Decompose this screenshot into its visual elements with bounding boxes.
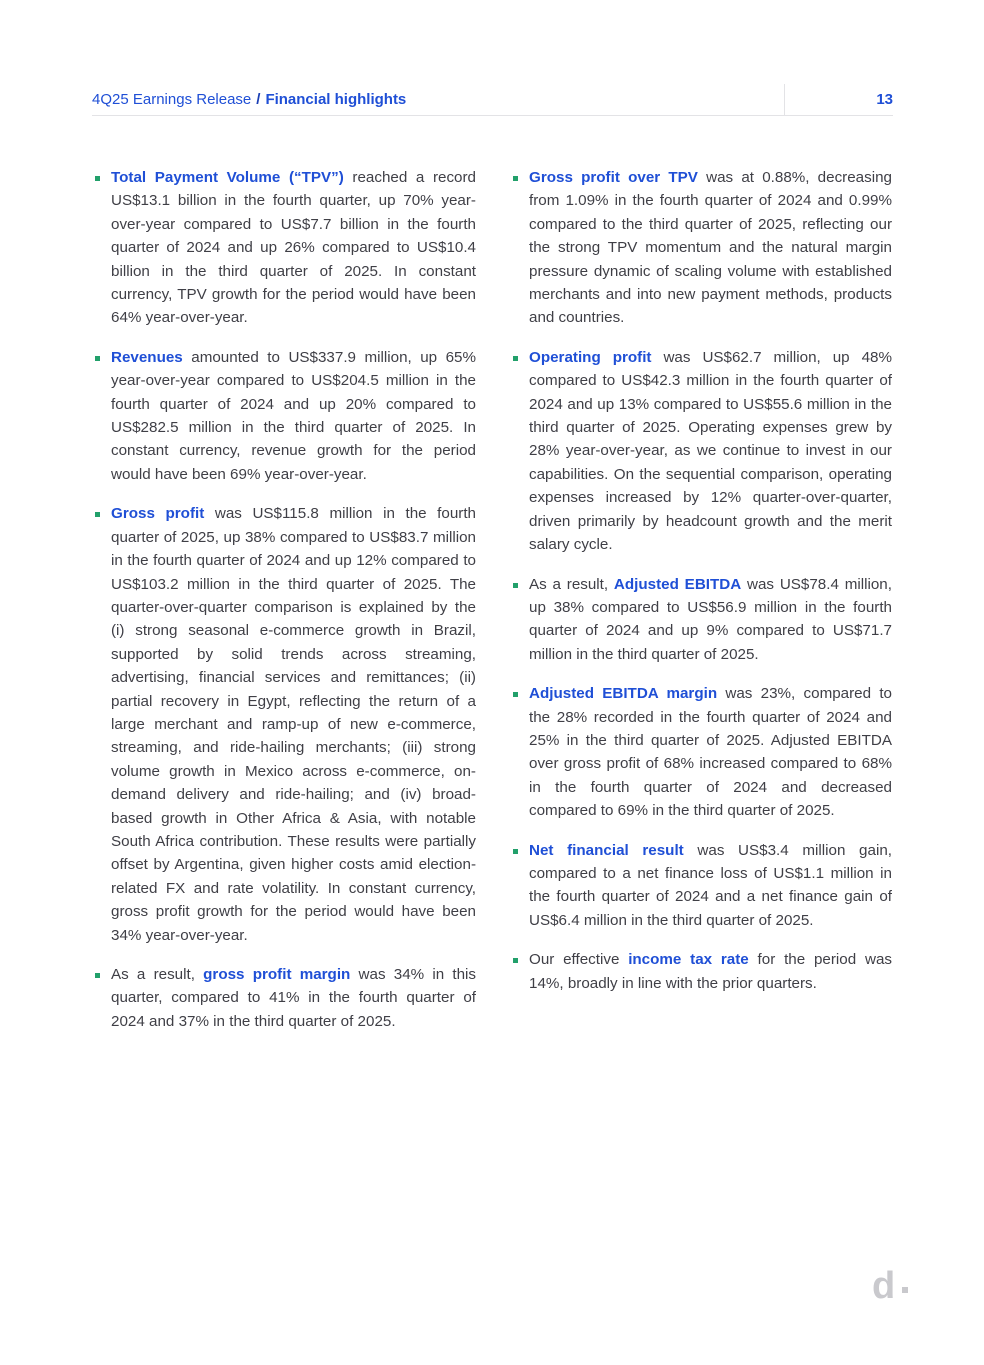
highlight-text: Adjusted EBITDA margin was 23%, compared to the 28% recorded in the fourth quarter of 2024 and 25% in the third quarter of 2025. Adjusted EBITDA over gross profit of 68% increased compared to 68% in the fourth quarter of 2024 and decreased compared to 69% in the third quarter of 2025. xyxy=(529,685,892,820)
highlight-text: As a result, gross profit margin was 34% in this quarter, compared to 41% in the fourth quarter of 2024 and 37% in the third quarter of 2025. xyxy=(111,966,477,1030)
bullet-marker-icon xyxy=(513,958,518,963)
highlight-gross-profit xyxy=(92,502,476,947)
bullet-marker-icon xyxy=(513,583,518,588)
right-column xyxy=(510,166,892,1011)
logo-letter: d xyxy=(872,1265,896,1307)
header-divider xyxy=(784,84,785,115)
highlight-text: Net financial result was US$3.4 million gain, compared to a net finance loss of US$1.1 million in the fourth quarter of 2024 and a net finance gain of US$6.4 million in the third quarter of 2025. xyxy=(529,841,892,929)
breadcrumb-section: Financial highlights xyxy=(265,91,407,108)
breadcrumb-doc-title: 4Q25 Earnings Release xyxy=(92,91,252,108)
highlight-revenues xyxy=(92,346,476,486)
highlight-gross-profit-over-tpv xyxy=(510,166,892,330)
breadcrumb-separator: / xyxy=(256,91,261,108)
company-logo xyxy=(872,1265,912,1307)
bullet-marker-icon xyxy=(513,692,518,697)
highlight-text: Revenues amounted to US$337.9 million, up 65% year-over-year compared to US$204.5 million in the fourth quarter of 2024 and up 20% compared to US$282.5 million in the third quarter of 2025. In constant currency, revenue growth for the period would have been 69% year-over-year. xyxy=(111,348,476,483)
highlight-text: Gross profit over TPV was at 0.88%, decreasing from 1.09% in the fourth quarter of 2024 and 0.99% compared to the third quarter of 2025, reflecting our the strong TPV momentum and the natural margin pressure dynamic of scaling volume with established merchants and into new payment methods, products and countries. xyxy=(529,169,892,327)
logo-dot-icon xyxy=(902,1287,908,1293)
highlight-term: income tax rate xyxy=(628,951,749,969)
highlight-income-tax-rate xyxy=(510,948,892,995)
highlight-adjusted-ebitda xyxy=(510,573,892,667)
highlight-text: Our effective income tax rate for the period was 14%, broadly in line with the prior quarters. xyxy=(529,951,892,992)
page-number: 13 xyxy=(876,91,893,108)
bullet-marker-icon xyxy=(95,973,100,978)
highlight-term: Revenues xyxy=(111,348,183,366)
highlight-gross-profit-margin xyxy=(92,963,476,1033)
highlight-text: Total Payment Volume (“TPV”) reached a record US$13.1 billion in the fourth quarter, up 70% year-over-year compared to US$7.7 billion in the fourth quarter of 2024 and up 26% compared to US$10.4 billion in the third quarter of 2025. In constant currency, TPV growth for the period would have been 64% year-over-year. xyxy=(111,169,476,327)
highlight-tpv xyxy=(92,166,476,330)
bullet-marker-icon xyxy=(95,512,100,517)
highlight-text: Gross profit was US$115.8 million in the fourth quarter of 2025, up 38% compared to US$83.7 million in the fourth quarter of 2024 and up 12% compared to US$103.2 million in the third quarter of 2025. The quarter-over-quarter comparison is explained by the (i) strong seasonal e-commerce growth in Brazil, supported by solid trends across streaming, advertising, financial services and remittances; (ii) partial recovery in Egypt, reflecting the return of a large merchant and ramp-up of new e-commerce, streaming, and ride-hailing merchants; (iii) strong volume growth in Mexico across e-commerce, on-demand delivery and ride-hailing; and (iv) broad-based growth in Other Africa & Asia, with notable South Africa contribution. These results were partially offset by Argentina, given higher costs amid election-related FX and rate volatility. In constant currency, gross profit growth for the period would have been 34% year-over-year. xyxy=(111,505,476,944)
bullet-marker-icon xyxy=(95,176,100,181)
highlight-term: Total Payment Volume (“TPV”) xyxy=(111,169,344,186)
highlight-operating-profit xyxy=(510,346,892,557)
highlight-term: Adjusted EBITDA margin xyxy=(529,685,718,703)
bullet-marker-icon xyxy=(95,356,100,361)
highlight-term: gross profit margin xyxy=(203,966,351,983)
highlight-term: Net financial result xyxy=(529,841,684,859)
breadcrumb xyxy=(92,91,406,108)
highlight-term: Operating profit xyxy=(529,348,652,366)
page-header xyxy=(92,84,893,116)
bullet-marker-icon xyxy=(513,356,518,361)
highlight-text: Operating profit was US$62.7 million, up 48% compared to US$42.3 million in the fourth quarter of 2024 and up 13% compared to US$55.6 million in the third quarter of 2025. Operating expenses grew by 28% year-over-year, as we continue to invest in our capabilities. On the sequential comparison, operating expenses increased by 12% quarter-over-quarter, driven primarily by headcount growth and the merit salary cycle. xyxy=(529,348,892,554)
bullet-marker-icon xyxy=(513,176,518,181)
highlight-term: Gross profit over TPV xyxy=(529,169,698,186)
highlight-net-financial-result xyxy=(510,839,892,933)
highlight-adjusted-ebitda-margin xyxy=(510,682,892,822)
highlight-term: Adjusted EBITDA xyxy=(613,575,742,593)
left-column xyxy=(92,166,476,1049)
bullet-marker-icon xyxy=(513,849,518,854)
highlight-term: Gross profit xyxy=(111,505,205,523)
highlight-text: As a result, Adjusted EBITDA was US$78.4 million, up 38% compared to US$56.9 million in the fourth quarter of 2024 and up 9% compared to US$71.7 million in the third quarter of 2025. xyxy=(529,575,892,663)
